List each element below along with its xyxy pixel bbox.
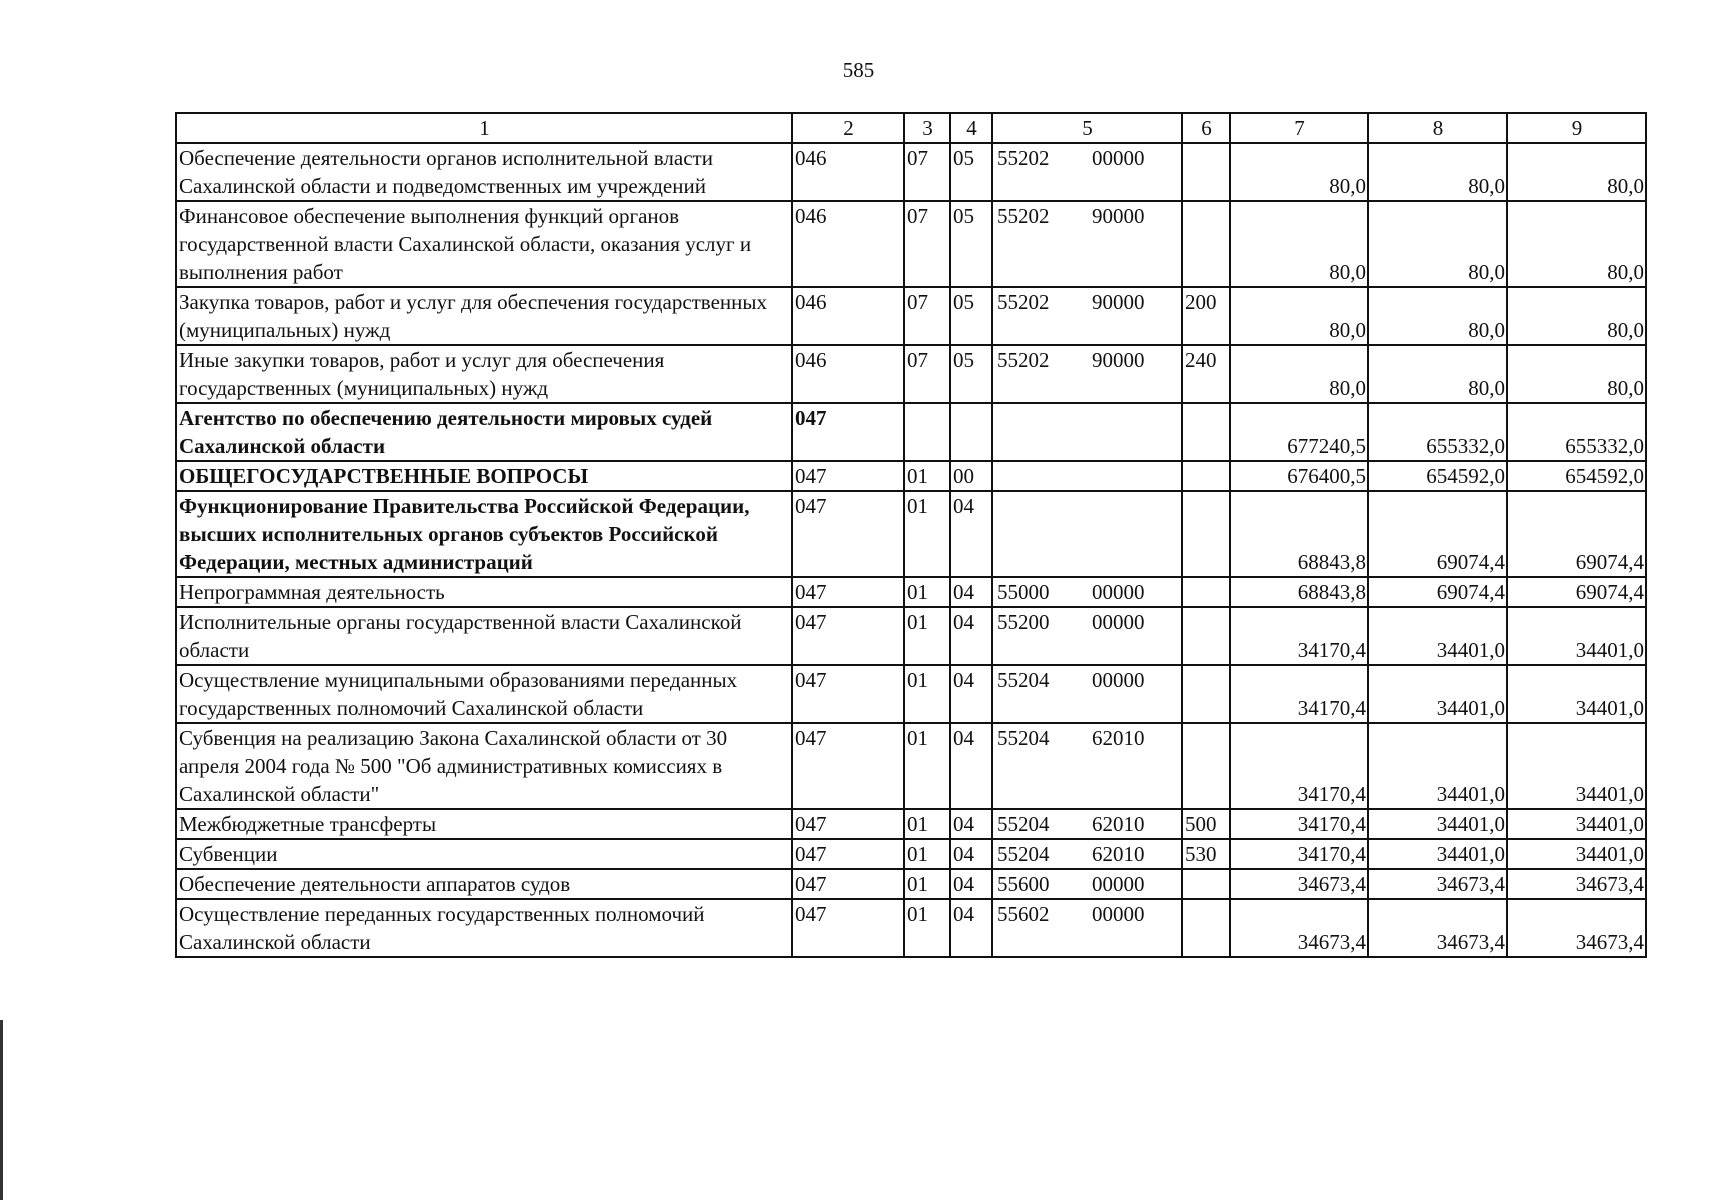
amount-col9: 34673,4 (1507, 869, 1646, 899)
amount-col8: 655332,0 (1368, 403, 1507, 461)
subsection-code: 04 (950, 607, 992, 665)
table-row (176, 201, 1646, 287)
amount-col7: 80,0 (1230, 143, 1368, 201)
target-article-subcode: 00000 (1092, 580, 1145, 604)
section-code: 07 (904, 287, 950, 345)
table-header-row (176, 113, 1646, 143)
budget-table (175, 112, 1647, 958)
section-code: 01 (904, 665, 950, 723)
target-article-subcode: 62010 (1092, 812, 1145, 836)
item-name: Осуществление муниципальными образованиями переданных государственных полномочий Сахалинской области (176, 665, 792, 723)
table-row (176, 345, 1646, 403)
target-article-code: 55000 (997, 580, 1050, 604)
target-article-cell (992, 665, 1182, 723)
target-article-cell (992, 869, 1182, 899)
expense-type-code (1182, 665, 1230, 723)
target-article-code: 55202 (997, 348, 1050, 372)
amount-col9: 69074,4 (1507, 577, 1646, 607)
amount-col8: 34401,0 (1368, 607, 1507, 665)
amount-col7: 676400,5 (1230, 461, 1368, 491)
table-row (176, 143, 1646, 201)
amount-col9: 34401,0 (1507, 723, 1646, 809)
expense-type-code: 530 (1182, 839, 1230, 869)
amount-col7: 34170,4 (1230, 839, 1368, 869)
subsection-code (950, 403, 992, 461)
table-row (176, 665, 1646, 723)
amount-col8: 80,0 (1368, 287, 1507, 345)
target-article-code: 55202 (997, 146, 1050, 170)
subsection-code: 04 (950, 899, 992, 957)
subsection-code: 04 (950, 869, 992, 899)
amount-col8: 80,0 (1368, 345, 1507, 403)
ministry-code: 047 (792, 809, 904, 839)
item-name: Финансовое обеспечение выполнения функций органов государственной власти Сахалинской области, оказания услуг и выполнения работ (176, 201, 792, 287)
ministry-code: 047 (792, 607, 904, 665)
target-article-subcode: 00000 (1092, 610, 1145, 634)
expense-type-code (1182, 607, 1230, 665)
target-article-code: 55602 (997, 902, 1050, 926)
target-article-cell (992, 899, 1182, 957)
amount-col7: 68843,8 (1230, 491, 1368, 577)
ministry-code: 047 (792, 665, 904, 723)
page-number: 585 (842, 58, 875, 82)
table-row (176, 607, 1646, 665)
item-name: Иные закупки товаров, работ и услуг для обеспечения государственных (муниципальных) нужд (176, 345, 792, 403)
amount-col7: 34673,4 (1230, 899, 1368, 957)
section-code (904, 403, 950, 461)
ministry-code: 047 (792, 403, 904, 461)
subsection-code: 04 (950, 577, 992, 607)
amount-col7: 80,0 (1230, 287, 1368, 345)
ministry-code: 046 (792, 201, 904, 287)
amount-col9: 34401,0 (1507, 607, 1646, 665)
amount-col8: 34401,0 (1368, 839, 1507, 869)
target-article-cell (992, 809, 1182, 839)
subsection-code: 05 (950, 201, 992, 287)
target-article-code: 55202 (997, 204, 1050, 228)
table-row (176, 809, 1646, 839)
item-name: Непрограммная деятельность (176, 577, 792, 607)
section-code: 01 (904, 809, 950, 839)
column-header: 2 (792, 113, 904, 143)
subsection-code: 00 (950, 461, 992, 491)
section-code: 01 (904, 577, 950, 607)
subsection-code: 05 (950, 287, 992, 345)
column-header: 3 (904, 113, 950, 143)
subsection-code: 04 (950, 809, 992, 839)
amount-col8: 69074,4 (1368, 491, 1507, 577)
item-name: Субвенция на реализацию Закона Сахалинской области от 30 апреля 2004 года № 500 "Об административных комиссиях в Сахалинской области" (176, 723, 792, 809)
item-name: Субвенции (176, 839, 792, 869)
target-article-subcode: 00000 (1092, 902, 1145, 926)
amount-col8: 80,0 (1368, 201, 1507, 287)
section-code: 01 (904, 899, 950, 957)
section-code: 01 (904, 491, 950, 577)
amount-col7: 34673,4 (1230, 869, 1368, 899)
target-article-subcode: 00000 (1092, 146, 1145, 170)
item-name: Межбюджетные трансферты (176, 809, 792, 839)
target-article-cell (992, 461, 1182, 491)
ministry-code: 046 (792, 143, 904, 201)
amount-col7: 80,0 (1230, 345, 1368, 403)
item-name: ОБЩЕГОСУДАРСТВЕННЫЕ ВОПРОСЫ (176, 461, 792, 491)
column-header: 1 (176, 113, 792, 143)
target-article-code: 55204 (997, 842, 1050, 866)
target-article-cell (992, 607, 1182, 665)
subsection-code: 04 (950, 491, 992, 577)
column-header: 8 (1368, 113, 1507, 143)
table-row (176, 869, 1646, 899)
subsection-code: 05 (950, 143, 992, 201)
expense-type-code (1182, 869, 1230, 899)
target-article-subcode: 62010 (1092, 842, 1145, 866)
target-article-cell (992, 577, 1182, 607)
target-article-code: 55204 (997, 668, 1050, 692)
item-name: Функционирование Правительства Российской Федерации, высших исполнительных органов субъектов Российской Федерации, местных администраций (176, 491, 792, 577)
amount-col9: 655332,0 (1507, 403, 1646, 461)
table-row (176, 491, 1646, 577)
target-article-subcode: 62010 (1092, 726, 1145, 750)
target-article-code: 55200 (997, 610, 1050, 634)
target-article-cell (992, 143, 1182, 201)
target-article-cell (992, 839, 1182, 869)
section-code: 07 (904, 143, 950, 201)
amount-col8: 654592,0 (1368, 461, 1507, 491)
amount-col7: 34170,4 (1230, 607, 1368, 665)
amount-col7: 80,0 (1230, 201, 1368, 287)
target-article-cell (992, 723, 1182, 809)
target-article-subcode: 00000 (1092, 872, 1145, 896)
amount-col9: 69074,4 (1507, 491, 1646, 577)
amount-col7: 34170,4 (1230, 809, 1368, 839)
target-article-code: 55600 (997, 872, 1050, 896)
expense-type-code: 200 (1182, 287, 1230, 345)
section-code: 01 (904, 839, 950, 869)
amount-col8: 80,0 (1368, 143, 1507, 201)
table-row (176, 577, 1646, 607)
expense-type-code: 500 (1182, 809, 1230, 839)
target-article-cell (992, 287, 1182, 345)
target-article-subcode: 00000 (1092, 668, 1145, 692)
section-code: 01 (904, 723, 950, 809)
subsection-code: 04 (950, 665, 992, 723)
target-article-subcode: 90000 (1092, 290, 1145, 314)
table-row (176, 899, 1646, 957)
target-article-cell (992, 345, 1182, 403)
target-article-subcode: 90000 (1092, 348, 1145, 372)
amount-col9: 34673,4 (1507, 899, 1646, 957)
expense-type-code (1182, 899, 1230, 957)
ministry-code: 047 (792, 899, 904, 957)
scan-edge-line (0, 1020, 3, 1200)
target-article-cell (992, 491, 1182, 577)
expense-type-code (1182, 461, 1230, 491)
column-header: 4 (950, 113, 992, 143)
column-header: 6 (1182, 113, 1230, 143)
section-code: 01 (904, 461, 950, 491)
column-header: 5 (992, 113, 1182, 143)
section-code: 07 (904, 201, 950, 287)
expense-type-code (1182, 201, 1230, 287)
ministry-code: 047 (792, 461, 904, 491)
ministry-code: 047 (792, 577, 904, 607)
amount-col7: 677240,5 (1230, 403, 1368, 461)
amount-col9: 80,0 (1507, 345, 1646, 403)
amount-col8: 34401,0 (1368, 723, 1507, 809)
subsection-code: 04 (950, 723, 992, 809)
amount-col7: 34170,4 (1230, 665, 1368, 723)
ministry-code: 047 (792, 491, 904, 577)
table-row (176, 461, 1646, 491)
amount-col9: 34401,0 (1507, 665, 1646, 723)
expense-type-code (1182, 143, 1230, 201)
amount-col9: 80,0 (1507, 287, 1646, 345)
amount-col8: 69074,4 (1368, 577, 1507, 607)
ministry-code: 047 (792, 723, 904, 809)
section-code: 01 (904, 869, 950, 899)
item-name: Исполнительные органы государственной власти Сахалинской области (176, 607, 792, 665)
item-name: Закупка товаров, работ и услуг для обеспечения государственных (муниципальных) нужд (176, 287, 792, 345)
section-code: 07 (904, 345, 950, 403)
table-row (176, 723, 1646, 809)
target-article-code: 55202 (997, 290, 1050, 314)
amount-col9: 80,0 (1507, 143, 1646, 201)
table-row (176, 403, 1646, 461)
amount-col9: 654592,0 (1507, 461, 1646, 491)
amount-col9: 34401,0 (1507, 839, 1646, 869)
subsection-code: 04 (950, 839, 992, 869)
table-row (176, 839, 1646, 869)
expense-type-code (1182, 403, 1230, 461)
expense-type-code: 240 (1182, 345, 1230, 403)
item-name: Осуществление переданных государственных полномочий Сахалинской области (176, 899, 792, 957)
target-article-code: 55204 (997, 812, 1050, 836)
amount-col7: 34170,4 (1230, 723, 1368, 809)
target-article-code: 55204 (997, 726, 1050, 750)
expense-type-code (1182, 491, 1230, 577)
item-name: Обеспечение деятельности органов исполнительной власти Сахалинской области и подведомственных им учреждений (176, 143, 792, 201)
amount-col8: 34401,0 (1368, 665, 1507, 723)
column-header: 9 (1507, 113, 1646, 143)
ministry-code: 047 (792, 869, 904, 899)
amount-col9: 80,0 (1507, 201, 1646, 287)
expense-type-code (1182, 577, 1230, 607)
section-code: 01 (904, 607, 950, 665)
target-article-cell (992, 201, 1182, 287)
column-header: 7 (1230, 113, 1368, 143)
amount-col8: 34401,0 (1368, 809, 1507, 839)
ministry-code: 046 (792, 287, 904, 345)
table-row (176, 287, 1646, 345)
item-name: Агентство по обеспечению деятельности мировых судей Сахалинской области (176, 403, 792, 461)
subsection-code: 05 (950, 345, 992, 403)
amount-col8: 34673,4 (1368, 899, 1507, 957)
target-article-cell (992, 403, 1182, 461)
expense-type-code (1182, 723, 1230, 809)
item-name: Обеспечение деятельности аппаратов судов (176, 869, 792, 899)
ministry-code: 047 (792, 839, 904, 869)
amount-col7: 68843,8 (1230, 577, 1368, 607)
amount-col8: 34673,4 (1368, 869, 1507, 899)
ministry-code: 046 (792, 345, 904, 403)
target-article-subcode: 90000 (1092, 204, 1145, 228)
amount-col9: 34401,0 (1507, 809, 1646, 839)
